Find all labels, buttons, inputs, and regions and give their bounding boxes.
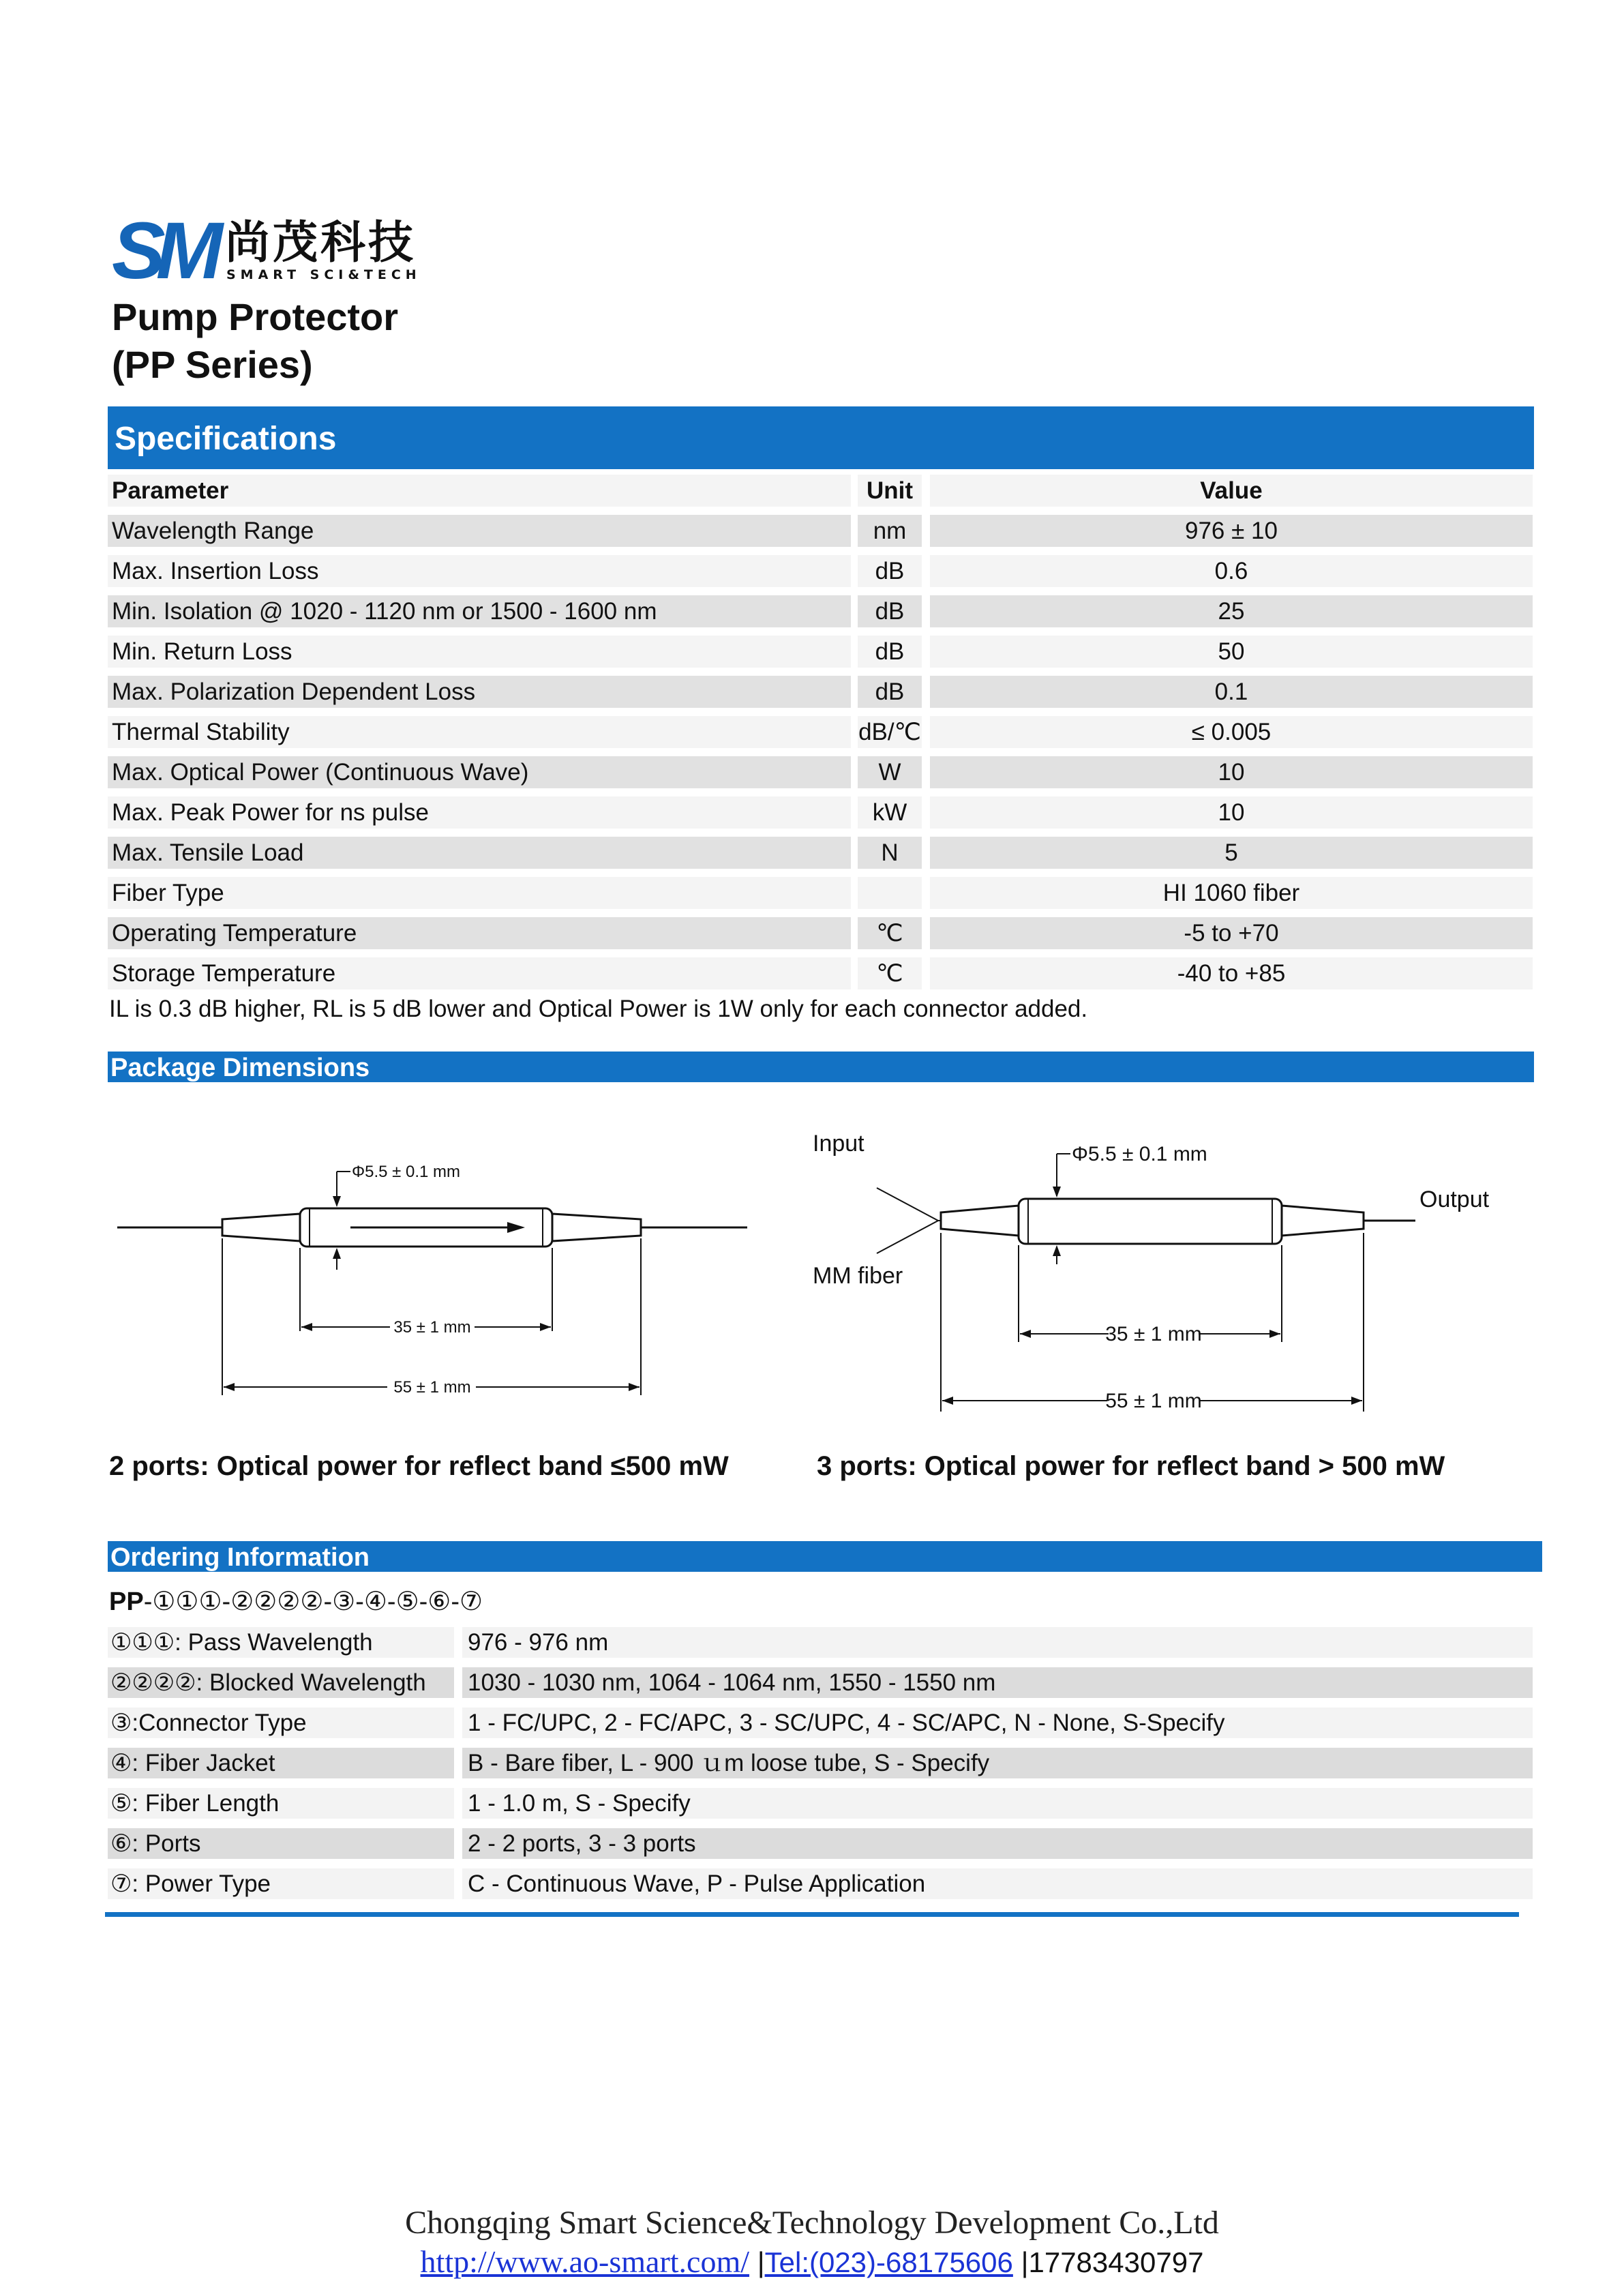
value-cell: 10 <box>930 796 1533 829</box>
parameter-cell: Max. Insertion Loss <box>108 555 851 587</box>
field-cell: ①①①: Pass Wavelength <box>108 1627 454 1658</box>
column-header-parameter: Parameter <box>108 475 851 507</box>
boot-right <box>1282 1206 1364 1236</box>
unit-cell: dB/℃ <box>858 716 922 748</box>
unit-cell <box>858 877 922 909</box>
output-label: Output <box>1419 1187 1490 1212</box>
ordering-code-fields: -①①①-②②②②-③-④-⑤-⑥-⑦ <box>143 1587 483 1616</box>
table-row <box>108 1622 1533 1662</box>
value-cell: 5 <box>930 837 1533 869</box>
options-cell: 1 - 1.0 m, S - Specify <box>462 1788 1533 1819</box>
table-row <box>108 1662 1533 1702</box>
unit-cell: ℃ <box>858 917 922 949</box>
parameter-cell: Max. Polarization Dependent Loss <box>108 676 851 708</box>
options-cell: 976 - 976 nm <box>462 1627 1533 1658</box>
three-port-diameter-label: Φ5.5 ± 0.1 mm <box>1072 1143 1207 1165</box>
three-port-caption: 3 ports: Optical power for reflect band > 500 mW <box>817 1451 1445 1481</box>
column-header-value: Value <box>930 475 1533 507</box>
parameter-cell: Min. Return Loss <box>108 636 851 668</box>
table-row <box>108 953 1534 994</box>
unit-cell: dB <box>858 636 922 668</box>
parameter-cell: Min. Isolation @ 1020 - 1120 nm or 1500 - 1600 nm <box>108 595 851 627</box>
footer-separator: | <box>1021 2246 1029 2278</box>
parameter-cell: Operating Temperature <box>108 917 851 949</box>
table-row <box>108 1823 1533 1863</box>
value-cell: 25 <box>930 595 1533 627</box>
mm-fiber-label: MM fiber <box>813 1263 903 1289</box>
page-title: Pump Protector <box>112 295 399 338</box>
parameter-cell: Max. Optical Power (Continuous Wave) <box>108 756 851 788</box>
two-port-outer-length-label: 55 ± 1 mm <box>393 1378 471 1397</box>
table-row <box>108 511 1534 551</box>
field-cell: ④: Fiber Jacket <box>108 1748 454 1778</box>
table-row <box>108 1783 1533 1823</box>
table-row <box>108 712 1534 752</box>
unit-cell: dB <box>858 555 922 587</box>
table-row <box>108 833 1534 873</box>
ordering-table <box>108 1622 1533 1903</box>
unit-cell: dB <box>858 676 922 708</box>
column-header-unit: Unit <box>858 475 922 507</box>
options-cell: 1 - FC/UPC, 2 - FC/APC, 3 - SC/UPC, 4 - SC/APC, N - None, S-Specify <box>462 1708 1533 1738</box>
field-cell: ⑥: Ports <box>108 1828 454 1859</box>
parameter-cell: Fiber Type <box>108 877 851 909</box>
value-cell: ≤ 0.005 <box>930 716 1533 748</box>
table-row <box>108 591 1534 631</box>
table-row <box>108 792 1534 833</box>
options-cell: B - Bare fiber, L - 900 ｕm loose tube, S - Specify <box>462 1748 1533 1778</box>
boot-left <box>222 1214 300 1241</box>
value-cell: -40 to +85 <box>930 957 1533 989</box>
table-row <box>108 1863 1533 1903</box>
ordering-code <box>109 1586 483 1617</box>
page-subtitle: (PP Series) <box>112 343 313 386</box>
parameter-cell: Wavelength Range <box>108 515 851 547</box>
table-row <box>108 873 1534 913</box>
two-port-diameter-label: Φ5.5 ± 0.1 mm <box>352 1163 461 1181</box>
input-fiber <box>877 1188 938 1221</box>
footer-mobile: 17783430797 <box>1028 2246 1204 2278</box>
two-port-inner-length-label: 35 ± 1 mm <box>393 1318 471 1337</box>
logo-mark: SM <box>112 206 213 296</box>
mm-fiber <box>877 1221 938 1253</box>
footer-company: Chongqing Smart Science&Technology Development Co.,Ltd <box>405 2205 1219 2241</box>
footer-separator: | <box>757 2246 765 2278</box>
specifications-note: IL is 0.3 dB higher, RL is 5 dB lower and Optical Power is 1W only for each connector added. <box>109 996 1088 1022</box>
field-cell: ⑦: Power Type <box>108 1868 454 1899</box>
boot-left <box>941 1206 1019 1236</box>
value-cell: 0.1 <box>930 676 1533 708</box>
field-cell: ②②②②: Blocked Wavelength <box>108 1667 454 1698</box>
parameter-cell: Storage Temperature <box>108 957 851 989</box>
ordering-information-heading: Ordering Information <box>108 1541 1542 1572</box>
boot-right <box>552 1214 641 1241</box>
section-divider <box>105 1912 1519 1917</box>
table-row <box>108 672 1534 712</box>
footer-contacts <box>0 2243 1624 2280</box>
package-diagrams <box>108 1112 1526 1432</box>
value-cell: 976 ± 10 <box>930 515 1533 547</box>
table-row <box>108 1702 1533 1742</box>
parameter-cell: Max. Peak Power for ns pulse <box>108 796 851 829</box>
table-row <box>108 913 1534 953</box>
parameter-cell: Thermal Stability <box>108 716 851 748</box>
options-cell: 2 - 2 ports, 3 - 3 ports <box>462 1828 1533 1859</box>
options-cell: C - Continuous Wave, P - Pulse Application <box>462 1868 1533 1899</box>
three-port-diagram <box>813 1131 1490 1412</box>
logo-english-name: SMART SCI&TECH <box>226 267 421 282</box>
package-dimensions-heading: Package Dimensions <box>108 1052 1534 1082</box>
specifications-table <box>108 471 1534 994</box>
value-cell: -5 to +70 <box>930 917 1533 949</box>
logo-chinese-name: 尚茂科技 <box>225 216 416 269</box>
device-body <box>1019 1199 1282 1244</box>
table-header-row <box>108 471 1534 511</box>
unit-cell: ℃ <box>858 957 922 989</box>
ordering-code-prefix: PP <box>109 1587 144 1616</box>
three-port-outer-length-label: 55 ± 1 mm <box>1105 1390 1202 1412</box>
unit-cell: N <box>858 837 922 869</box>
footer-telephone-link[interactable]: Tel:(023)-68175606 <box>764 2246 1013 2278</box>
value-cell: 10 <box>930 756 1533 788</box>
specifications-heading: Specifications <box>108 406 1534 469</box>
unit-cell: dB <box>858 595 922 627</box>
table-row <box>108 631 1534 672</box>
footer-website-link[interactable]: http://www.ao-smart.com/ <box>420 2244 750 2279</box>
unit-cell: kW <box>858 796 922 829</box>
input-label: Input <box>813 1131 864 1157</box>
value-cell: 0.6 <box>930 555 1533 587</box>
two-port-caption: 2 ports: Optical power for reflect band ≤500 mW <box>109 1451 729 1481</box>
two-port-diagram <box>117 1163 747 1397</box>
three-port-inner-length-label: 35 ± 1 mm <box>1105 1323 1202 1345</box>
value-cell: 50 <box>930 636 1533 668</box>
table-row <box>108 1742 1533 1783</box>
table-row <box>108 752 1534 792</box>
unit-cell: nm <box>858 515 922 547</box>
table-row <box>108 551 1534 591</box>
field-cell: ③:Connector Type <box>108 1708 454 1738</box>
value-cell: HI 1060 fiber <box>930 877 1533 909</box>
options-cell: 1030 - 1030 nm, 1064 - 1064 nm, 1550 - 1550 nm <box>462 1667 1533 1698</box>
parameter-cell: Max. Tensile Load <box>108 837 851 869</box>
unit-cell: W <box>858 756 922 788</box>
field-cell: ⑤: Fiber Length <box>108 1788 454 1819</box>
